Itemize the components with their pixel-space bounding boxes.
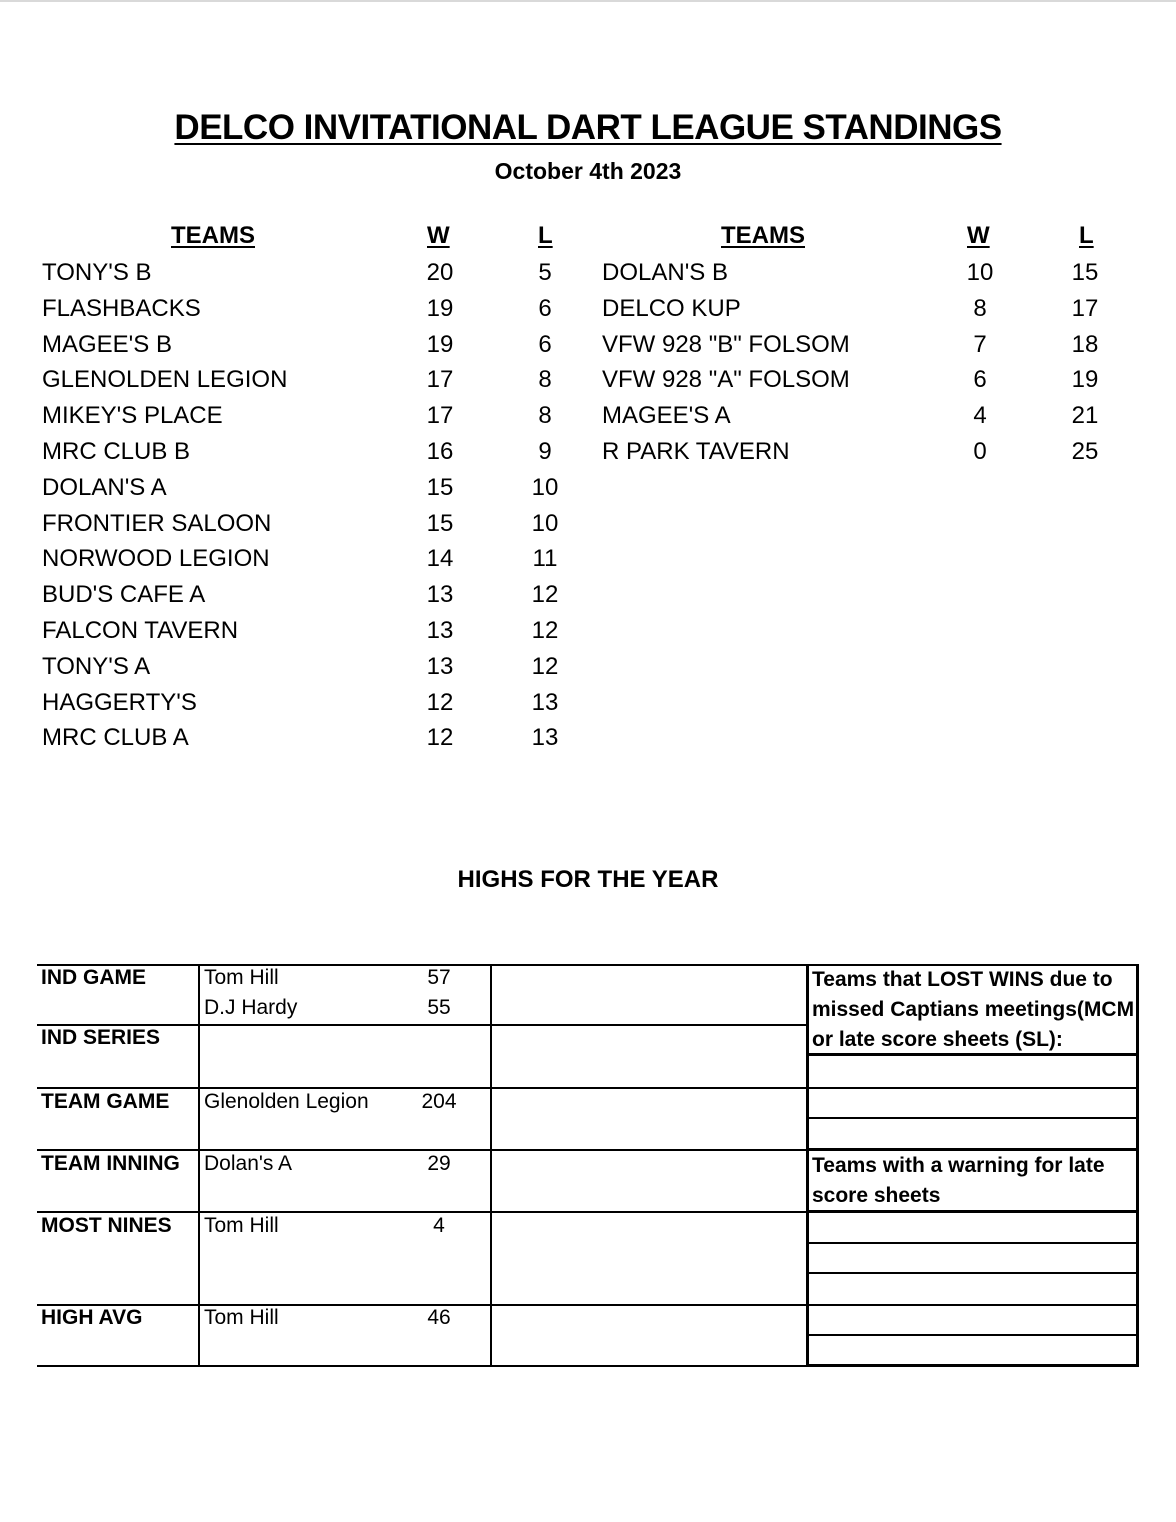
- team-wins: 12: [426, 724, 454, 752]
- standings-row: [42, 436, 602, 472]
- team-wins: 17: [426, 402, 454, 430]
- team-wins: 16: [426, 437, 454, 465]
- left-wins-header: W: [427, 222, 450, 249]
- team-name: FALCON TAVERN: [42, 616, 239, 644]
- lost-wins-line-2: missed Captians meetings(MCM: [812, 998, 1135, 1021]
- standings-right: [602, 257, 1142, 472]
- team-name: NORWOOD LEGION: [42, 545, 270, 573]
- team-name: R PARK TAVERN: [602, 437, 790, 465]
- team-name: FRONTIER SALOON: [42, 509, 272, 537]
- right-teams-header: TEAMS: [721, 222, 805, 249]
- team-wins: 8: [973, 294, 987, 322]
- standings-row: [42, 472, 602, 508]
- team-name: BUD'S CAFE A: [42, 581, 206, 609]
- team-losses: 9: [538, 437, 552, 465]
- box-line: [806, 1242, 1139, 1244]
- box-line: [806, 1272, 1139, 1274]
- team-losses: 15: [1071, 259, 1099, 286]
- team-wins: 13: [426, 581, 454, 609]
- team-losses: 8: [538, 366, 552, 394]
- team-name: MAGEE'S B: [42, 330, 172, 358]
- team-name: DOLAN'S B: [602, 259, 728, 286]
- team-wins: 12: [426, 688, 454, 716]
- standings-row: [42, 543, 602, 579]
- team-wins: 7: [973, 330, 987, 358]
- standings-row: [42, 508, 602, 544]
- team-losses: 13: [531, 724, 559, 752]
- page-title: DELCO INVITATIONAL DART LEAGUE STANDINGS: [174, 108, 1002, 147]
- team-name: DOLAN'S A: [42, 473, 167, 501]
- team-game-name: Glenolden Legion: [204, 1090, 369, 1113]
- grid-line: [490, 964, 492, 1367]
- team-losses: 17: [1071, 294, 1099, 322]
- box-line: [806, 1364, 1139, 1367]
- team-name: MRC CLUB B: [42, 437, 191, 465]
- standings-row: [602, 329, 1142, 365]
- team-name: TONY'S A: [42, 652, 151, 680]
- team-losses: 10: [531, 473, 559, 501]
- team-name: MAGEE'S A: [602, 402, 731, 430]
- standings-row: [602, 436, 1142, 472]
- team-wins: 13: [426, 652, 454, 680]
- team-wins: 19: [426, 294, 454, 322]
- warning-note: [812, 1151, 1138, 1211]
- grid-line: [198, 964, 200, 1367]
- team-name: GLENOLDEN LEGION: [42, 366, 288, 394]
- right-losses-header: L: [1079, 222, 1094, 249]
- team-losses: 21: [1071, 402, 1099, 430]
- lost-wins-line-1: Teams that LOST WINS due to: [812, 968, 1113, 991]
- box-border: [806, 964, 809, 1367]
- team-wins: 0: [973, 437, 987, 465]
- team-wins: 19: [426, 330, 454, 358]
- team-losses: 12: [531, 581, 559, 609]
- team-wins: 15: [426, 509, 454, 537]
- standings-row: [602, 364, 1142, 400]
- standings-row: [42, 615, 602, 651]
- standings-row: [42, 329, 602, 365]
- grid-line: [37, 1149, 808, 1151]
- team-wins: 13: [426, 616, 454, 644]
- standings-left: [42, 257, 602, 758]
- team-name: VFW 928 "B" FOLSOM: [602, 330, 850, 358]
- ind-series-label: IND SERIES: [41, 1026, 161, 1049]
- team-losses: 11: [532, 545, 558, 573]
- team-name: TONY'S B: [42, 259, 152, 286]
- team-losses: 6: [538, 330, 552, 358]
- team-name: DELCO KUP: [602, 294, 741, 322]
- team-name: FLASHBACKS: [42, 294, 201, 322]
- team-name: HAGGERTY'S: [42, 688, 197, 716]
- standings-row: [602, 293, 1142, 329]
- left-losses-header: L: [538, 222, 553, 249]
- standings-row: [42, 687, 602, 723]
- left-teams-header: TEAMS: [171, 222, 255, 249]
- most-nines-label: MOST NINES: [41, 1214, 172, 1237]
- ind-game-value-1: 57: [427, 966, 451, 989]
- lost-wins-line-3: or late score sheets (SL):: [812, 1028, 1063, 1051]
- team-wins: 17: [426, 366, 454, 394]
- team-losses: 8: [538, 402, 552, 430]
- box-line: [806, 1304, 1139, 1306]
- high-avg-label: HIGH AVG: [41, 1306, 143, 1329]
- most-nines-value: 4: [433, 1214, 445, 1237]
- box-line: [806, 1117, 1139, 1119]
- high-avg-name: Tom Hill: [204, 1306, 279, 1329]
- team-losses: 10: [531, 509, 559, 537]
- standings-row: [602, 400, 1142, 436]
- team-name: VFW 928 "A" FOLSOM: [602, 366, 850, 394]
- team-losses: 18: [1071, 330, 1099, 358]
- team-wins: 15: [426, 473, 454, 501]
- ind-game-name-1: Tom Hill: [204, 966, 279, 989]
- team-wins: 14: [426, 545, 454, 573]
- top-border: [0, 0, 1176, 2]
- standings-row: [42, 257, 602, 293]
- box-line: [806, 1334, 1139, 1336]
- team-losses: 19: [1071, 366, 1099, 394]
- warning-line-2: score sheets: [812, 1184, 941, 1207]
- team-losses: 6: [538, 294, 552, 322]
- grid-line: [37, 1211, 808, 1213]
- team-inning-name: Dolan's A: [204, 1152, 293, 1175]
- box-line: [806, 1087, 1139, 1089]
- highs-title: HIGHS FOR THE YEAR: [457, 866, 719, 893]
- warning-line-1: Teams with a warning for late: [812, 1154, 1105, 1177]
- team-wins: 10: [966, 259, 994, 286]
- team-wins: 4: [973, 402, 987, 430]
- team-inning-label: TEAM INNING: [41, 1152, 180, 1175]
- standings-row: [42, 364, 602, 400]
- standings-row: [42, 651, 602, 687]
- team-losses: 13: [531, 688, 559, 716]
- team-name: MRC CLUB A: [42, 724, 189, 752]
- team-losses: 12: [531, 652, 559, 680]
- team-wins: 20: [426, 259, 454, 286]
- standings-row: [42, 579, 602, 615]
- right-wins-header: W: [967, 222, 990, 249]
- team-inning-value: 29: [427, 1152, 451, 1175]
- team-name: MIKEY'S PLACE: [42, 402, 223, 430]
- standings-row: [42, 400, 602, 436]
- grid-line: [37, 1087, 808, 1089]
- high-avg-value: 46: [427, 1306, 451, 1329]
- team-wins: 6: [973, 366, 987, 394]
- standings-row: [42, 722, 602, 758]
- team-game-value: 204: [421, 1090, 457, 1113]
- ind-game-value-2: 55: [427, 996, 451, 1019]
- standings-row: [42, 293, 602, 329]
- team-game-label: TEAM GAME: [41, 1090, 170, 1113]
- ind-game-label: IND GAME: [41, 966, 146, 989]
- standings-row: [602, 257, 1142, 293]
- team-losses: 12: [531, 616, 559, 644]
- standings-date: October 4th 2023: [494, 158, 682, 184]
- most-nines-name: Tom Hill: [204, 1214, 279, 1237]
- team-losses: 5: [538, 259, 552, 286]
- ind-game-name-2: D.J Hardy: [204, 996, 298, 1019]
- lost-wins-note: [812, 965, 1138, 1055]
- team-losses: 25: [1071, 437, 1099, 465]
